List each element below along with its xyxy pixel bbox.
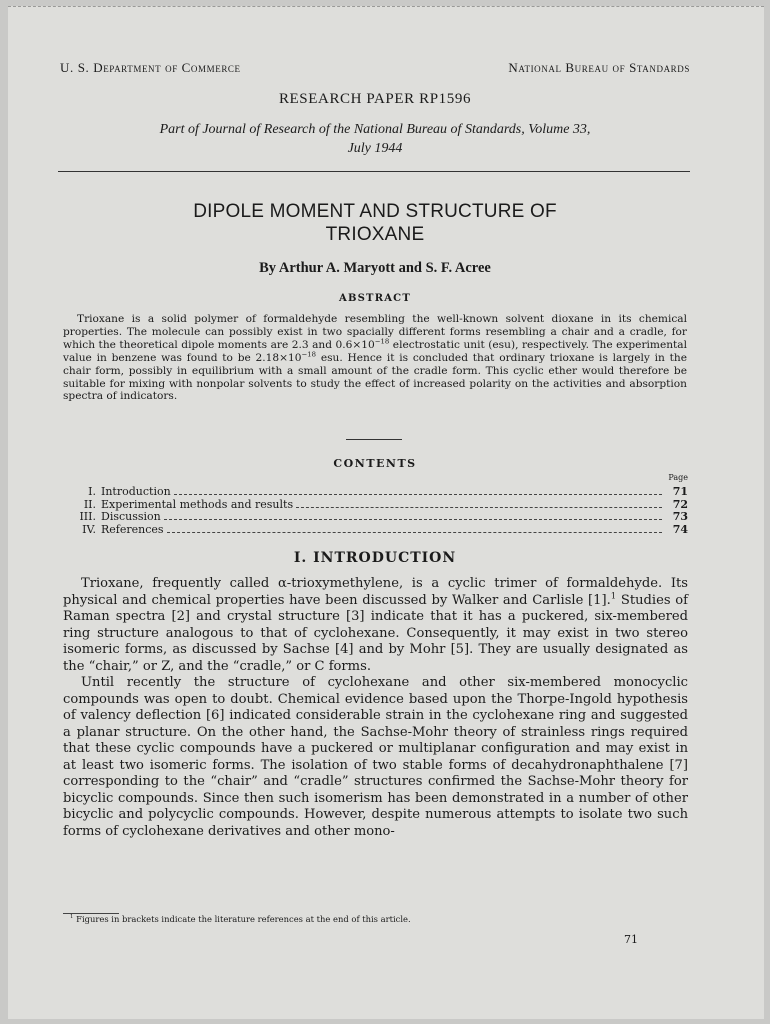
bureau-name: National Bureau of Standards	[508, 60, 690, 75]
paragraph: Until recently the structure of cyclohexane and other six-membered monocyclic compounds was open to doubt. Chemical evidence based upon the Thorpe-Ingold hypothesis of valency deflection [6] indicated considerable strain in the cyclohexane ring and suggested a planar structure. On the other hand, the Sachse-Mohr theory of strainless rings required that these cyclic compounds have a puckered or multiplanar configuration and may exist in at least two isomeric forms. The isolation of two stable forms of decahydronaphthalene [7] corresponding to the “chair” and “cradle” structures confirmed the Sachse-Mohr theory for bicyclic compounds. Since then such isomerism has been demonstrated in a number of other bicyclic and polycyclic compounds. However, despite numerous attempts to isolate two such forms of cyclohexane derivatives and other mono-	[63, 675, 688, 839]
toc-entry[interactable]: II. Experimental methods and results 72	[83, 497, 688, 511]
leader-dots	[164, 519, 662, 520]
leader-dots	[296, 507, 662, 508]
author-byline: By Arthur A. Maryott and S. F. Acree	[259, 260, 491, 276]
masthead	[60, 60, 690, 80]
journal-citation-line1: Part of Journal of Research of the National Bureau of Standards, Volume 33,	[159, 122, 591, 137]
article-title-line2: TRIOXANE	[325, 224, 425, 245]
department-name: U. S. Department of Commerce	[60, 60, 241, 75]
abstract-text: Trioxane is a solid polymer of formaldehyde resembling the well-known solvent dioxane in its chemical properties. The molecule can possibly exist in two spacially different forms resembling a chair and a cradle, for which the theoretical dipole moments are 2.3 and $0.6\times 10^{-18}$ electrostatic unit (esu), respectively. The experimental value in benzene was found to be $2.18\times 10^{-18}$ esu. Hence it is concluded that ordinary trioxane is largely in the chair form, possibly in equilibrium with a small amount of the cradle form. This cyclic ether would therefore be suitable for mixing with nonpolar solvents to study the effect of increased polarity on the activities and absorption spectra of indicators.	[63, 313, 688, 403]
page-number: 71	[624, 933, 638, 946]
research-paper-number: RESEARCH PAPER RP1596	[278, 91, 472, 107]
leader-dots	[167, 532, 662, 533]
introduction-heading: I. INTRODUCTION	[293, 550, 457, 566]
section-divider	[346, 439, 402, 440]
document-page	[8, 6, 764, 1019]
toc-entry[interactable]: III. Discussion 73	[79, 510, 688, 524]
leader-dots	[174, 494, 662, 495]
paragraph: Trioxane, frequently called α-trioxymethylene, is a cyclic trimer of formaldehyde. Its physical and chemical properties have been discussed by Walker and Carlisle [1].$^1$ Studies of Raman spectra [2] and crystal structure [3] indicate that it has a puckered, six-membered ring structure analogous to that of cyclohexane. Consequently, it may exist in two stereo isomeric forms, as discussed by Sachse [4] and by Mohr [5]. They are usually designated as the “chair,” or Z, and the “cradle,” or C forms.	[63, 576, 688, 674]
footnote-ref[interactable]: 1	[610, 591, 617, 602]
journal-citation-line2: July 1944	[347, 141, 403, 156]
contents-page-label: Page	[668, 473, 688, 482]
contents-heading: CONTENTS	[333, 457, 417, 470]
abstract-heading: ABSTRACT	[339, 293, 411, 304]
footnote: $^1$ Figures in brackets indicate the literature references at the end of this article.	[70, 914, 411, 924]
article-title	[60, 200, 690, 246]
article-title-line1: DIPOLE MOMENT AND STRUCTURE OF	[193, 201, 557, 222]
header-rule	[58, 171, 690, 172]
table-of-contents	[58, 486, 688, 536]
journal-citation	[60, 120, 690, 158]
toc-entry[interactable]: IV. References 74	[82, 522, 688, 536]
toc-entry[interactable]: I. Introduction 71	[88, 485, 688, 498]
introduction-body	[63, 576, 688, 840]
